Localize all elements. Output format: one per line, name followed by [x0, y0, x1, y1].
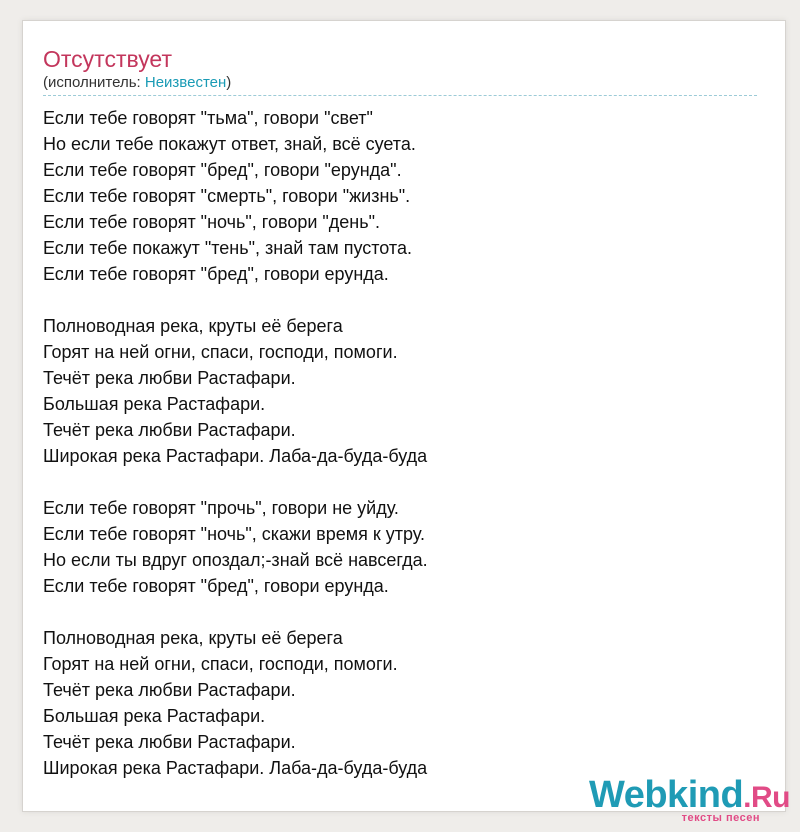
lyrics-line: Полноводная река, круты её берега: [43, 316, 343, 336]
lyrics-line: Широкая река Растафари. Лаба-да-буда-буда: [43, 758, 428, 778]
site-logo[interactable]: [589, 775, 790, 824]
logo-subtitle: тексты песен: [681, 812, 760, 824]
logo-domain-text: .Ru: [743, 781, 790, 814]
artist-prefix: (исполнитель:: [43, 74, 145, 91]
lyrics-line: Если тебе говорят "прочь", говори не уйду.: [43, 498, 399, 518]
lyrics-stanza: [43, 105, 428, 287]
lyrics-line: Если тебе покажут "тень", знай там пустота.: [43, 238, 412, 258]
lyrics-line: Если тебе говорят "смерть", говори "жизнь".: [43, 186, 411, 206]
lyrics-line: Большая река Растафари.: [43, 394, 266, 414]
song-title: Отсутствует: [43, 46, 172, 72]
lyrics-line: Если тебе говорят "бред", говори "ерунда".: [43, 160, 402, 180]
lyrics-line: Течёт река любви Растафари.: [43, 680, 296, 700]
lyrics-line: Полноводная река, круты её берега: [43, 628, 343, 648]
lyrics-line: Если тебе говорят "ночь", говори "день".: [43, 212, 381, 232]
lyrics-line: Если тебе говорят "тьма", говори "свет": [43, 108, 373, 128]
lyrics-line: Но если ты вдруг опоздал;-знай всё навсегда.: [43, 550, 428, 570]
artist-line: [43, 74, 231, 92]
lyrics-line: Течёт река любви Растафари.: [43, 420, 296, 440]
lyrics-line: Но если тебе покажут ответ, знай, всё суета.: [43, 134, 416, 154]
lyrics-card: [22, 20, 786, 812]
lyrics-line: Горят на ней огни, спаси, господи, помоги.: [43, 342, 398, 362]
divider: [43, 95, 757, 96]
lyrics-line: Горят на ней огни, спаси, господи, помоги.: [43, 654, 398, 674]
lyrics-text: [43, 105, 428, 807]
lyrics-line: Большая река Растафари.: [43, 706, 266, 726]
lyrics-line: Течёт река любви Растафари.: [43, 368, 296, 388]
artist-link[interactable]: Неизвестен: [144, 74, 227, 91]
lyrics-line: Широкая река Растафари. Лаба-да-буда-буда: [43, 446, 428, 466]
lyrics-line: Если тебе говорят "бред", говори ерунда.: [43, 264, 389, 284]
lyrics-line: Если тебе говорят "ночь", скажи время к утру.: [43, 524, 425, 544]
artist-suffix: ): [226, 74, 232, 91]
lyrics-line: Течёт река любви Растафари.: [43, 732, 296, 752]
lyrics-stanza: [43, 313, 428, 469]
lyrics-stanza: [43, 495, 428, 599]
logo-main-text: Webkind: [589, 774, 744, 816]
lyrics-line: Если тебе говорят "бред", говори ерунда.: [43, 576, 389, 596]
lyrics-stanza: [43, 625, 428, 781]
